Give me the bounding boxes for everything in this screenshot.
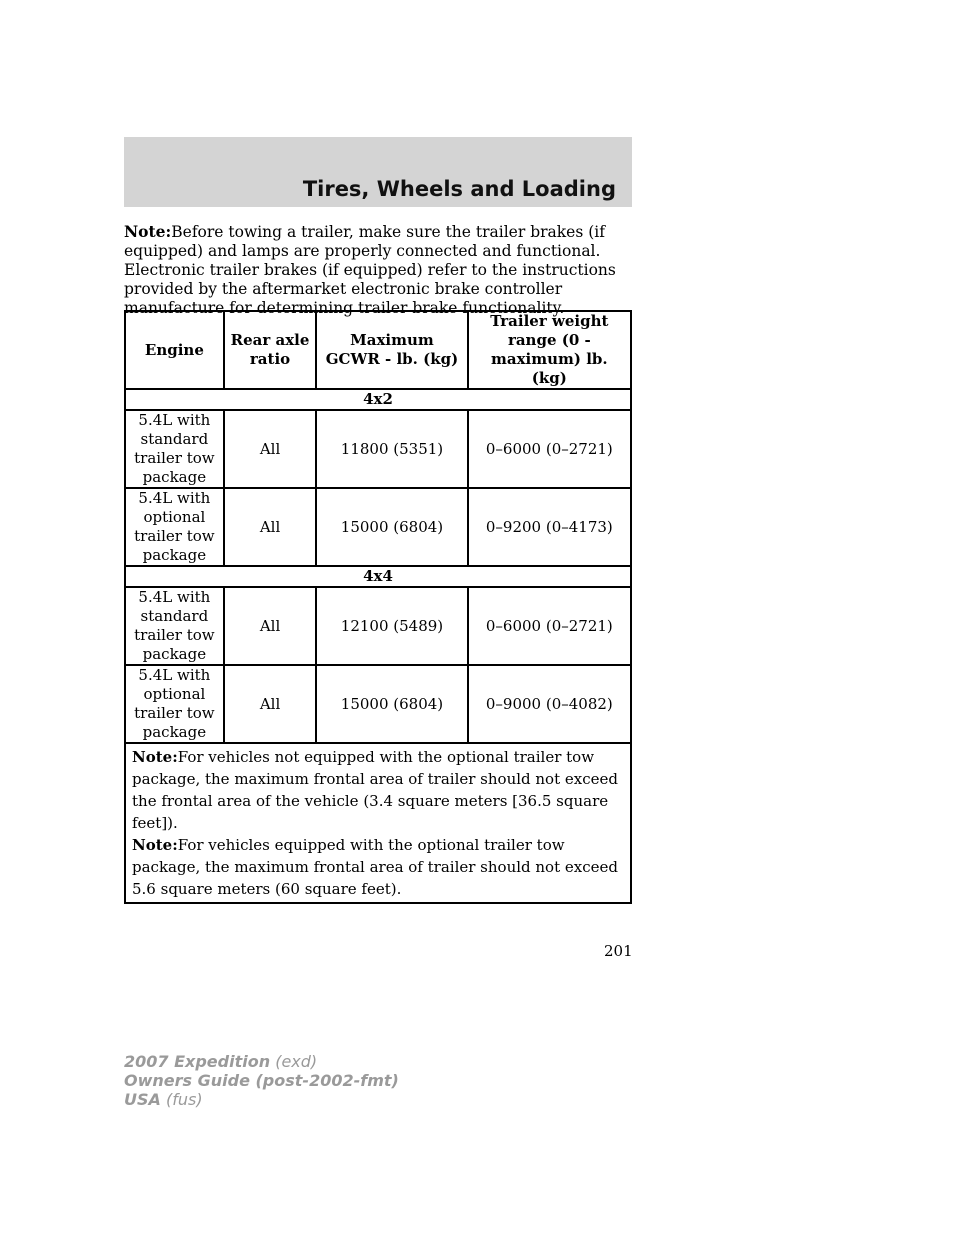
engine-cell: 5.4L with optional trailer tow package xyxy=(125,665,224,743)
table-row xyxy=(125,410,631,488)
max-gcwr-cell: 15000 (6804) xyxy=(316,665,467,743)
engine-cell: 5.4L with optional trailer tow package xyxy=(125,488,224,566)
section-row-4x2 xyxy=(125,389,631,410)
table-notes xyxy=(125,743,631,903)
footer-market-code: (fus) xyxy=(166,1090,203,1109)
intro-note xyxy=(124,222,634,318)
document-footer xyxy=(124,1052,399,1109)
column-header-max-gcwr: Maximum GCWR - lb. (kg) xyxy=(316,311,467,389)
section-label: 4x4 xyxy=(125,566,631,587)
footer-model-code: (exd) xyxy=(275,1052,318,1071)
trailer-weight-cell: 0–6000 (0–2721) xyxy=(468,410,631,488)
footer-model: 2007 Expedition xyxy=(124,1052,271,1071)
column-header-engine: Engine xyxy=(125,311,224,389)
trailer-weight-table xyxy=(124,310,632,904)
note-label: Note: xyxy=(132,836,178,854)
page-number: 201 xyxy=(604,942,633,960)
trailer-weight-cell: 0–6000 (0–2721) xyxy=(468,587,631,665)
trailer-weight-cell: 0–9200 (0–4173) xyxy=(468,488,631,566)
engine-cell: 5.4L with standard trailer tow package xyxy=(125,587,224,665)
max-gcwr-cell: 11800 (5351) xyxy=(316,410,467,488)
note-label: Note: xyxy=(132,748,178,766)
section-header-band xyxy=(124,137,632,207)
section-row-4x4 xyxy=(125,566,631,587)
footer-line xyxy=(124,1071,399,1090)
table-note xyxy=(132,746,624,834)
footer-line xyxy=(124,1090,399,1109)
axle-ratio-cell: All xyxy=(224,665,317,743)
trailer-weight-cell: 0–9000 (0–4082) xyxy=(468,665,631,743)
table-row xyxy=(125,587,631,665)
max-gcwr-cell: 15000 (6804) xyxy=(316,488,467,566)
notes-row xyxy=(125,743,631,903)
table-row xyxy=(125,488,631,566)
table-note xyxy=(132,834,624,900)
note-text: For vehicles not equipped with the optional trailer tow package, the maximum frontal area of trailer should not exceed the frontal area of the vehicle (3.4 square meters [36.5 square feet]). xyxy=(132,748,618,832)
column-header-axle-ratio: Rear axle ratio xyxy=(224,311,317,389)
footer-guide: Owners Guide (post-2002-fmt) xyxy=(124,1071,399,1090)
note-label: Note: xyxy=(124,222,172,241)
axle-ratio-cell: All xyxy=(224,488,317,566)
table-row xyxy=(125,665,631,743)
section-title: Tires, Wheels and Loading xyxy=(302,177,616,201)
column-header-trailer-weight: Trailer weight range (0 - maximum) lb. (kg) xyxy=(468,311,631,389)
max-gcwr-cell: 12100 (5489) xyxy=(316,587,467,665)
footer-line xyxy=(124,1052,399,1071)
engine-cell: 5.4L with standard trailer tow package xyxy=(125,410,224,488)
table-header-row xyxy=(125,311,631,389)
note-text: For vehicles equipped with the optional trailer tow package, the maximum frontal area of trailer should not exceed 5.6 square meters (60 square feet). xyxy=(132,836,618,898)
axle-ratio-cell: All xyxy=(224,410,317,488)
section-label: 4x2 xyxy=(125,389,631,410)
footer-market: USA xyxy=(124,1090,161,1109)
note-text: Before towing a trailer, make sure the trailer brakes (if equipped) and lamps are properly connected and functional. Electronic trailer brakes (if equipped) refer to the instructions provided by the aftermarket electronic brake controller manufacture for determining trailer brake functionality. xyxy=(124,223,616,317)
axle-ratio-cell: All xyxy=(224,587,317,665)
